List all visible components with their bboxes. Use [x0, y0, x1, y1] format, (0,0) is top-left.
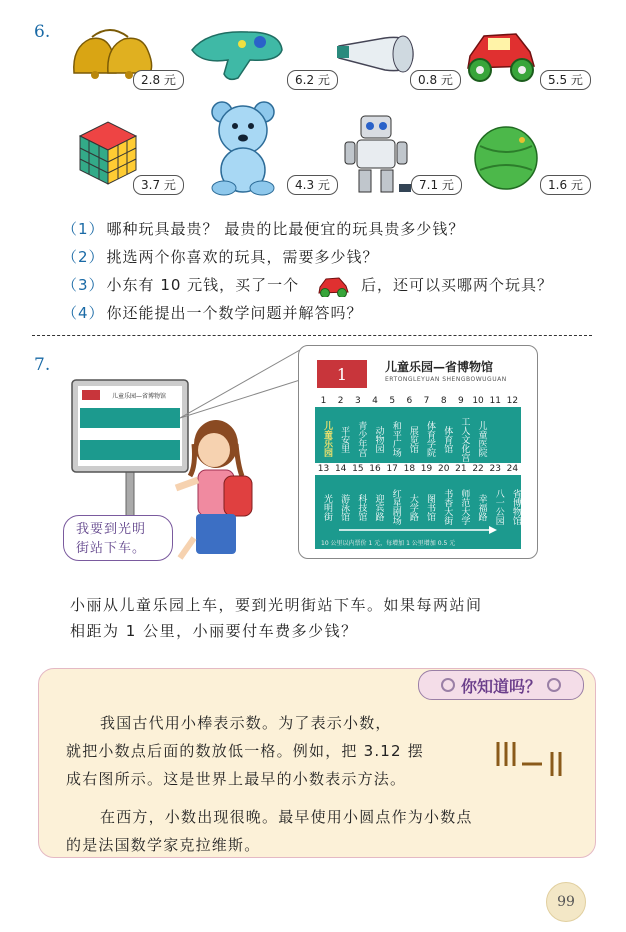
bottom-station-numbers: 13 14 15 16 17 18 19 20 21 22 23 24 [317, 464, 519, 474]
water-gun-icon [188, 24, 286, 82]
rubiks-cube-icon [74, 118, 140, 188]
line-number-badge: 1 [317, 360, 367, 388]
robot-icon [343, 114, 413, 198]
top-stations: 儿童乐园 平安里 青少年宫 动物园 和平广场 展览馆 体育学院 体育馆 工人文化宫 儿童医院 [322, 416, 487, 462]
ball-icon [472, 124, 540, 192]
bottom-stations: 光明街 游泳馆 科技馆 迎宾路 红星剧场 大学路 图书馆 书香大街 师范大学 幸福路 八一公园 省博物馆 [322, 489, 521, 525]
knowledge-p1-line-3: 成右图所示。这是世界上最早的小数表示方法。 [66, 770, 407, 788]
teddy-bear-icon [210, 100, 276, 196]
knowledge-p1-line-1: 我国古代用小棒表示数。为了表示小数， [100, 714, 392, 732]
question-3: （3） 小东有 10 元钱，买了一个 后，还可以买哪两个玩具？ [62, 274, 553, 297]
toy-car-icon [462, 22, 542, 86]
question-1: （1） 哪种玩具最贵？ 最贵的比最便宜的玩具贵多少钱？ [62, 220, 465, 238]
route-pinyin: ERTONGLEYUAN SHENGBOWUGUAN [385, 376, 507, 383]
did-you-know-badge: 你知道吗？ [418, 670, 584, 700]
price-robot: 7.1 元 [411, 175, 462, 195]
price-trumpet: 0.8 元 [410, 70, 461, 90]
zoom-connector [180, 348, 302, 428]
speech-bubble: 我要到光明 街站下车。 [63, 515, 173, 561]
price-water-gun: 6.2 元 [287, 70, 338, 90]
price-ball: 1.6 元 [540, 175, 591, 195]
rod-numerals-figure [494, 740, 574, 780]
fare-note: 10 公里以内票价 1 元，每增加 1 公里增加 0.5 元 [321, 540, 456, 547]
page-number: 99 [546, 882, 586, 922]
top-station-numbers: 1 2 3 4 5 6 7 8 9 10 11 12 [320, 396, 519, 406]
route-title: 儿童乐园—省博物馆 [385, 360, 494, 374]
direction-arrow-icon [339, 526, 499, 534]
price-bells: 2.8 元 [133, 70, 184, 90]
section-divider [32, 335, 592, 336]
price-toy-car: 5.5 元 [540, 70, 591, 90]
trumpet-icon [335, 30, 417, 76]
knowledge-p2-line-1: 在西方，小数出现很晚。最早使用小圆点作为小数点 [100, 808, 473, 826]
question-2: （2） 挑选两个你喜欢的玩具，需要多少钱？ [62, 248, 379, 266]
circle-icon [441, 678, 455, 692]
toy-car-small-icon [317, 275, 351, 297]
knowledge-p1-line-2: 就把小数点后面的数放低一格。例如，把 3.12 摆 [66, 742, 424, 760]
problem-7-number: 7. [34, 355, 51, 375]
route-map [298, 345, 538, 559]
problem-7-line-2: 相距为 1 公里，小丽要付车费多少钱？ [70, 622, 358, 640]
question-4: （4） 你还能提出一个数学问题并解答吗？ [62, 304, 363, 322]
sign-title: 儿童乐园—省博物馆 [112, 393, 167, 400]
circle-icon [547, 678, 561, 692]
price-teddy-bear: 4.3 元 [287, 175, 338, 195]
problem-7-line-1: 小丽从儿童乐园上车，要到光明街站下车。如果每两站间 [70, 596, 483, 614]
problem-6-number: 6. [34, 22, 51, 42]
knowledge-p2-line-2: 的是法国数学家克拉维斯。 [66, 836, 261, 854]
girl-figure [172, 418, 262, 566]
price-rubiks-cube: 3.7 元 [133, 175, 184, 195]
